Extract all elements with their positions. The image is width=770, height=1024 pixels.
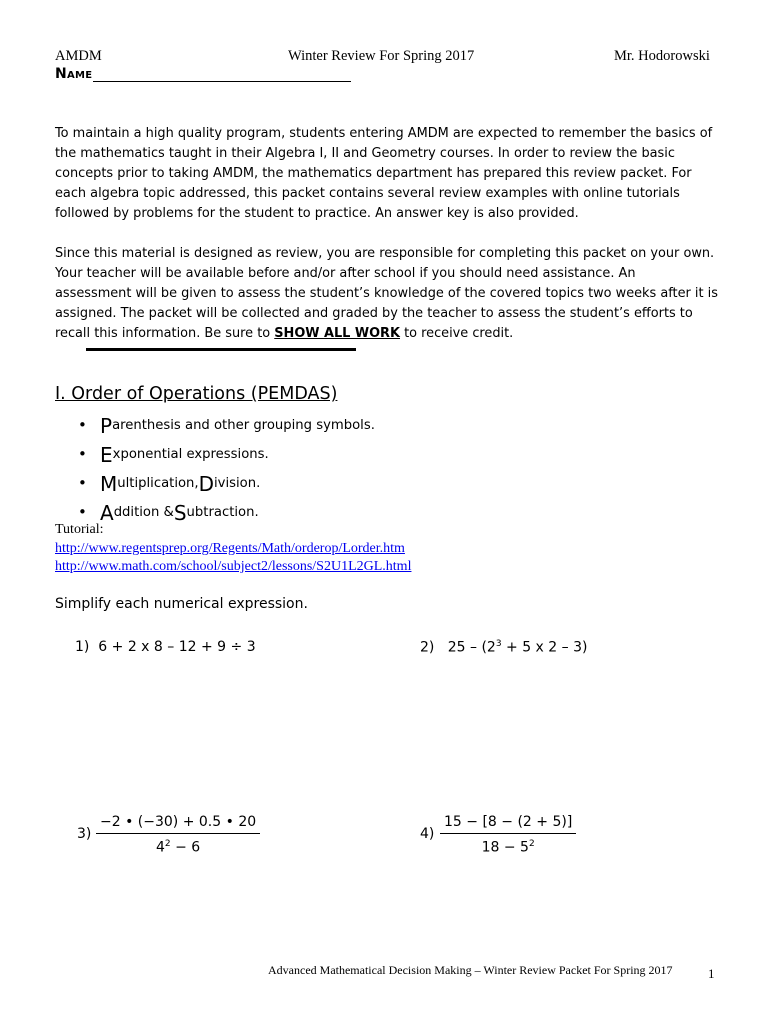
intro-text: recall this information. Be sure to <box>55 326 275 341</box>
bullet-initial: D <box>198 472 215 496</box>
fraction-denominator <box>482 834 535 856</box>
intro-line: the mathematics taught in their Algebra I, II and Geometry courses. In order to review the basic <box>55 146 675 161</box>
fraction-denominator <box>156 834 200 856</box>
instruction-text: Simplify each numerical expression. <box>55 596 308 612</box>
bullet-text: arenthesis and other grouping symbols. <box>112 418 375 433</box>
denominator-base: 4 <box>155 839 165 856</box>
name-blank-line <box>93 81 351 82</box>
list-item <box>78 407 375 436</box>
denominator-rest: − 6 <box>170 839 201 856</box>
tutorial-link-regentsprep[interactable]: http://www.regentsprep.org/Regents/Math/orderop/Lorder.htm <box>55 541 405 556</box>
section-divider <box>86 348 356 351</box>
section-title: I. Order of Operations (PEMDAS) <box>55 384 338 404</box>
tutorial-link-mathcom[interactable]: http://www.math.com/school/subject2/lessons/S2U1L2GL.html <box>55 559 412 574</box>
problem-3-number: 3) <box>77 826 92 842</box>
denominator-base: 18 − 5 <box>481 839 529 856</box>
problem-4-number: 4) <box>420 826 435 842</box>
problem-expression: 6 + 2 x 8 – 12 + 9 ÷ 3 <box>98 639 256 655</box>
footer-text: Advanced Mathematical Decision Making – Winter Review Packet For Spring 2017 <box>268 963 673 977</box>
bullet-text: ivision. <box>214 476 261 491</box>
bullet-text: ddition & <box>113 505 174 520</box>
bullet-initial: E <box>100 443 113 467</box>
intro-line: each algebra topic addressed, this packet contains several review examples with online tutorials <box>55 186 680 201</box>
problem-number: 2) <box>420 639 435 656</box>
bullet-initial: A <box>100 501 114 525</box>
intro-line: followed by problems for the student to practice. An answer key is also provided. <box>55 206 579 221</box>
list-item <box>78 436 375 465</box>
problem-expression-part: 25 – (2 <box>447 639 496 656</box>
problem-number: 1) <box>75 639 90 655</box>
bullet-icon: • <box>78 416 87 434</box>
name-label: Name <box>55 66 93 82</box>
bullet-text: ubtraction. <box>186 505 259 520</box>
list-item <box>78 465 375 494</box>
page-number: 1 <box>708 966 715 981</box>
problem-1 <box>75 639 256 655</box>
intro-text: to receive credit. <box>399 326 514 341</box>
bullet-text: xponential expressions. <box>112 447 269 462</box>
header-course: AMDM <box>55 48 102 64</box>
problem-3-fraction <box>96 814 260 856</box>
bullet-icon: • <box>78 474 87 492</box>
intro-paragraph-2 <box>55 244 720 344</box>
bullet-icon: • <box>78 503 87 521</box>
intro-line: Your teacher will be available before and/or after school if you should need assistance. An <box>55 266 636 281</box>
problem-4-fraction <box>440 814 576 856</box>
intro-line: To maintain a high quality program, students entering AMDM are expected to remember the basics of <box>55 126 713 141</box>
exponent: 3 <box>495 639 502 649</box>
intro-paragraph-1 <box>55 124 720 224</box>
intro-line-last <box>55 324 720 344</box>
intro-line: Since this material is designed as review, you are responsible for completing this packet on your own. <box>55 246 715 261</box>
header-teacher: Mr. Hodorowski <box>614 48 710 64</box>
bullet-initial: S <box>173 501 187 525</box>
bullet-text: ultiplication, <box>117 476 199 491</box>
intro-line: concepts prior to taking AMDM, the mathematics department has prepared this review packet. For <box>55 166 692 181</box>
pemdas-list <box>78 407 375 523</box>
intro-line: assessment will be given to assess the student’s knowledge of the covered topics two weeks after it is <box>55 286 718 301</box>
fraction-numerator: 15 − [8 − (2 + 5)] <box>444 814 573 830</box>
header-title: Winter Review For Spring 2017 <box>288 48 475 64</box>
intro-line: assigned. The packet will be collected and graded by the teacher to assess the student’s efforts to <box>55 306 693 321</box>
exponent: 2 <box>528 839 535 849</box>
bullet-icon: • <box>78 445 87 463</box>
show-all-work-emphasis: SHOW ALL WORK <box>274 326 400 341</box>
problem-expression-part: + 5 x 2 – 3) <box>501 639 588 656</box>
list-item <box>78 494 375 523</box>
fraction-numerator: −2 • (−30) + 0.5 • 20 <box>100 814 257 830</box>
bullet-initial: P <box>100 414 113 438</box>
problem-2 <box>420 639 587 656</box>
exponent: 2 <box>164 839 171 849</box>
bullet-initial: M <box>100 472 118 496</box>
tutorial-label: Tutorial: <box>55 522 104 537</box>
